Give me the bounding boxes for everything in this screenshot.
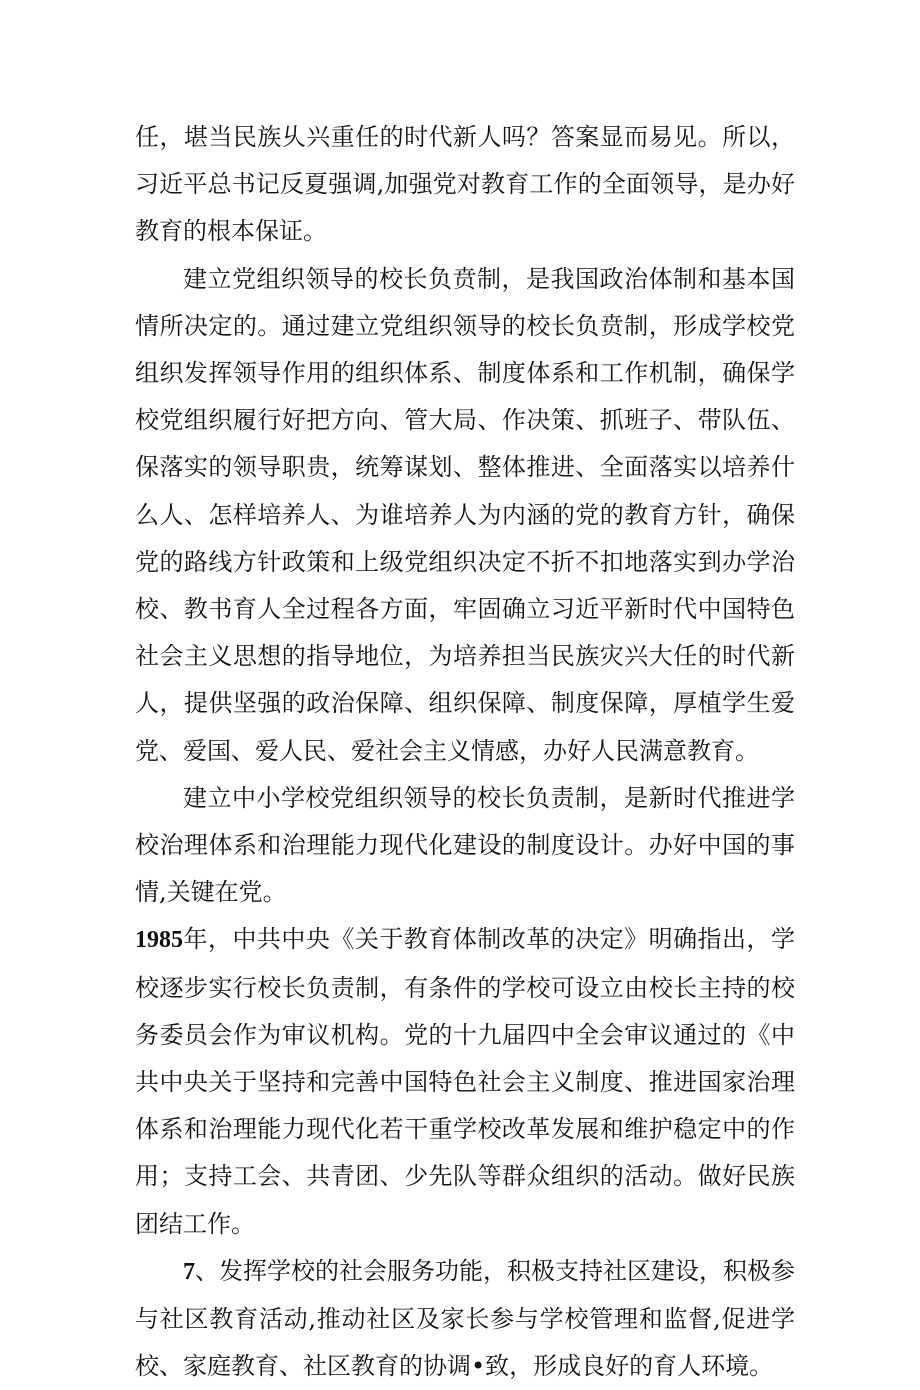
year-number: 1985 (135, 927, 183, 954)
paragraph-1: 任，堪当民族乆兴重任的时代新人吗？答案显而易见。所以，习近平总书记反夏强调,加强党对教育工作的全面领导，是办好教育的根本保证。 (135, 123, 795, 246)
paragraph-4 (135, 916, 795, 1247)
paragraph-2: 建立党组织领导的校长负贲制，是我国政治体制和基本国情所决定的。通过建立党组织领导的校长负贲制，形成学校党组织发挥领导作用的组织体系、制度体系和工作机制，确保学校党组织履行好把方向、管大局、作决策、抓班子、带队伍、保落实的领导职贵，统筹谋划、整体推进、全面落实以培养什么人、怎样培养人、为谁培养人为内涵的党的教育方针，确保党的路线方针政策和上级党组织决定不折不扣地落实到办学治校、教书育人全过程各方面，牢固确立习近平新时代中国特色社会主义思想的指导地位，为培养担当民族灾兴大任的时代新人，提供坚强的政治保障、组织保障、制度保障，厚植学生爱党、爱国、爱人民、爱社会主义情感，办好人民满意教育。 (135, 264, 795, 765)
item-number: 7 (183, 1258, 195, 1285)
paragraph-3: 建立中小学校党组织领导的校长负责制，是新时代推进学校治理体系和治理能力现代化建设的制度设计。办好中国的事情,关键在党。 (135, 783, 795, 907)
document-body (135, 114, 795, 1390)
paragraph-4-text: 年，中共中央《关于教育体制改革的决定》明确指出，学校逐步实行校长负责制，有条件的学校可设立由校长主持的校务委员会作为审议机构。党的十九届四中全会审议通过的《中共中央关于坚持和完善中国特色社会主义制度、推进国家治理体系和治理能力现代化若干重学校改革发展和维护稳定中的作用；支持工会、共青团、少先队等群众组织的活动。做好民族团结工作。 (135, 925, 795, 1238)
paragraph-5-text: 、发挥学校的社会服务功能，积极支持社区建设，积极参与社区教育活动,推动社区及家长参与学校管理和监督,促进学校、家庭教育、社区教育的协调•致，形成良好的育人环境。 (135, 1256, 795, 1381)
paragraph-5 (135, 1248, 795, 1390)
